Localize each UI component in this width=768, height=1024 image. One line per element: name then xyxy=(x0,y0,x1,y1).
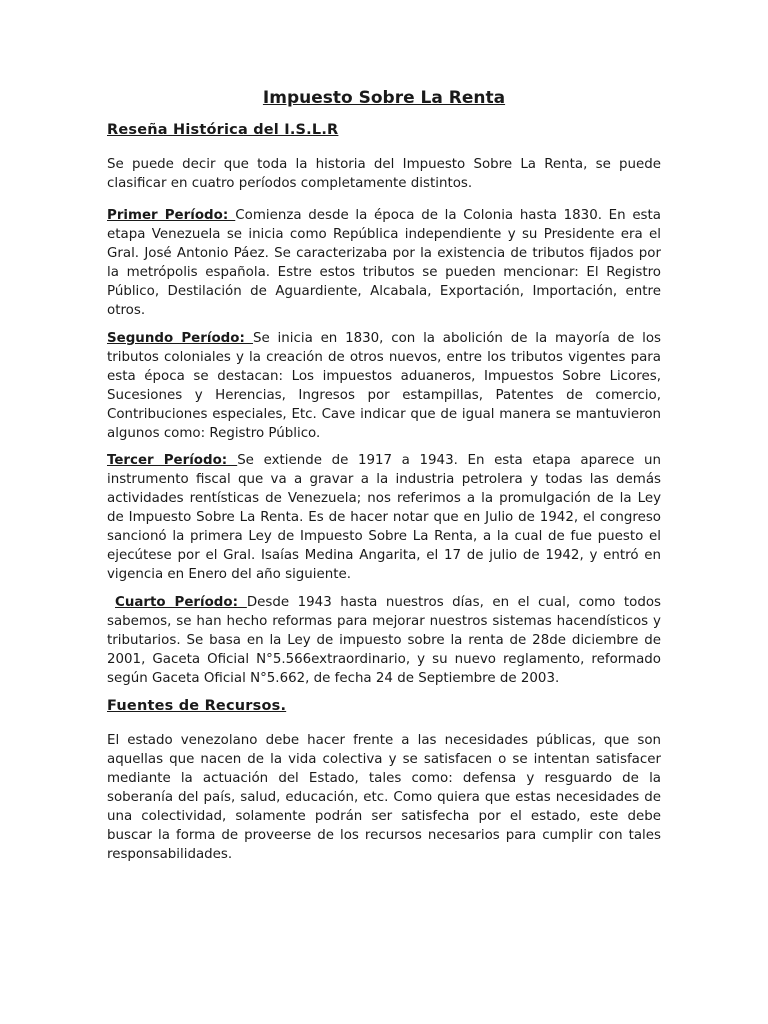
period-paragraph-4 xyxy=(107,593,661,688)
period-paragraph-2 xyxy=(107,329,661,443)
period-paragraph-1 xyxy=(107,206,661,320)
period-label-2: Segundo Período: xyxy=(107,331,254,346)
closing-paragraph: El estado venezolano debe hacer frente a las necesidades públicas, que son aquellas que nacen de la vida colectiva y se satisfacen o se intentan satisfacer mediante la actuación del Estado, tales como: defensa y resguardo de la soberanía del país, salud, educación, etc. Como quiera que estas necesidades de una colectividad, solamente podrán ser satisfecha por el estado, este debe buscar la forma de proveerse de los recursos necesarios para cumplir con tales responsabilidades. xyxy=(107,733,661,862)
period-label-1: Primer Período: xyxy=(107,208,236,223)
section-heading-resena: Reseña Histórica del I.S.L.R xyxy=(107,122,339,138)
period-paragraph-3 xyxy=(107,451,661,584)
period-label-3: Tercer Período: xyxy=(107,453,238,468)
document-title: Impuesto Sobre La Renta xyxy=(262,88,506,108)
section-heading-fuentes: Fuentes de Recursos. xyxy=(107,698,287,714)
period-text-3: Se extiende de 1917 a 1943. En esta etapa aparece un instrumento fiscal que va a gravar a la industria petrolera y todas las demás actividades rentísticas de Venezuela; nos referimos a la promulgación de la Ley de Impuesto Sobre La Renta. Es de hacer notar que en Julio de 1942, el congreso sancionó la primera Ley de Impuesto Sobre La Renta, a la cual de fue puesto el ejecútese por el Gral. Isaías Medina Angarita, el 17 de julio de 1942, y entró en vigencia en Enero del año siguiente. xyxy=(107,453,661,582)
period-label-4: Cuarto Período: xyxy=(115,595,247,610)
period-text-2: Se inicia en 1830, con la abolición de la mayoría de los tributos coloniales y la creación de otros nuevos, entre los tributos vigentes para esta época se destacan: Los impuestos aduaneros, Impuestos Sobre Licores, Sucesiones y Herencias, Ingresos por estampillas, Patentes de comercio, Contribuciones especiales, Etc. Cave indicar que de igual manera se mantuvieron algunos como: Registro Público. xyxy=(107,331,661,441)
period-text-1: Comienza desde la época de la Colonia hasta 1830. En esta etapa Venezuela se inicia como República independiente y su Presidente era el Gral. José Antonio Páez. Se caracterizaba por la existencia de tributos fijados por la metrópolis española. Estre estos tributos se pueden mencionar: El Registro Público, Destilación de Aguardiente, Alcabala, Exportación, Importación, entre otros. xyxy=(107,208,661,318)
period-text-4: Desde 1943 hasta nuestros días, en el cual, como todos sabemos, se han hecho reformas para mejorar nuestros sistemas hacendísticos y tributarios. Se basa en la Ley de impuesto sobre la renta de 28de diciembre de 2001, Gaceta Oficial N°5.566extraordinario, y su nuevo reglamento, reformado según Gaceta Oficial N°5.662, de fecha 24 de Septiembre de 2003. xyxy=(107,595,661,686)
intro-paragraph: Se puede decir que toda la historia del Impuesto Sobre La Renta, se puede clasificar en cuatro períodos completamente distintos. xyxy=(107,157,661,191)
